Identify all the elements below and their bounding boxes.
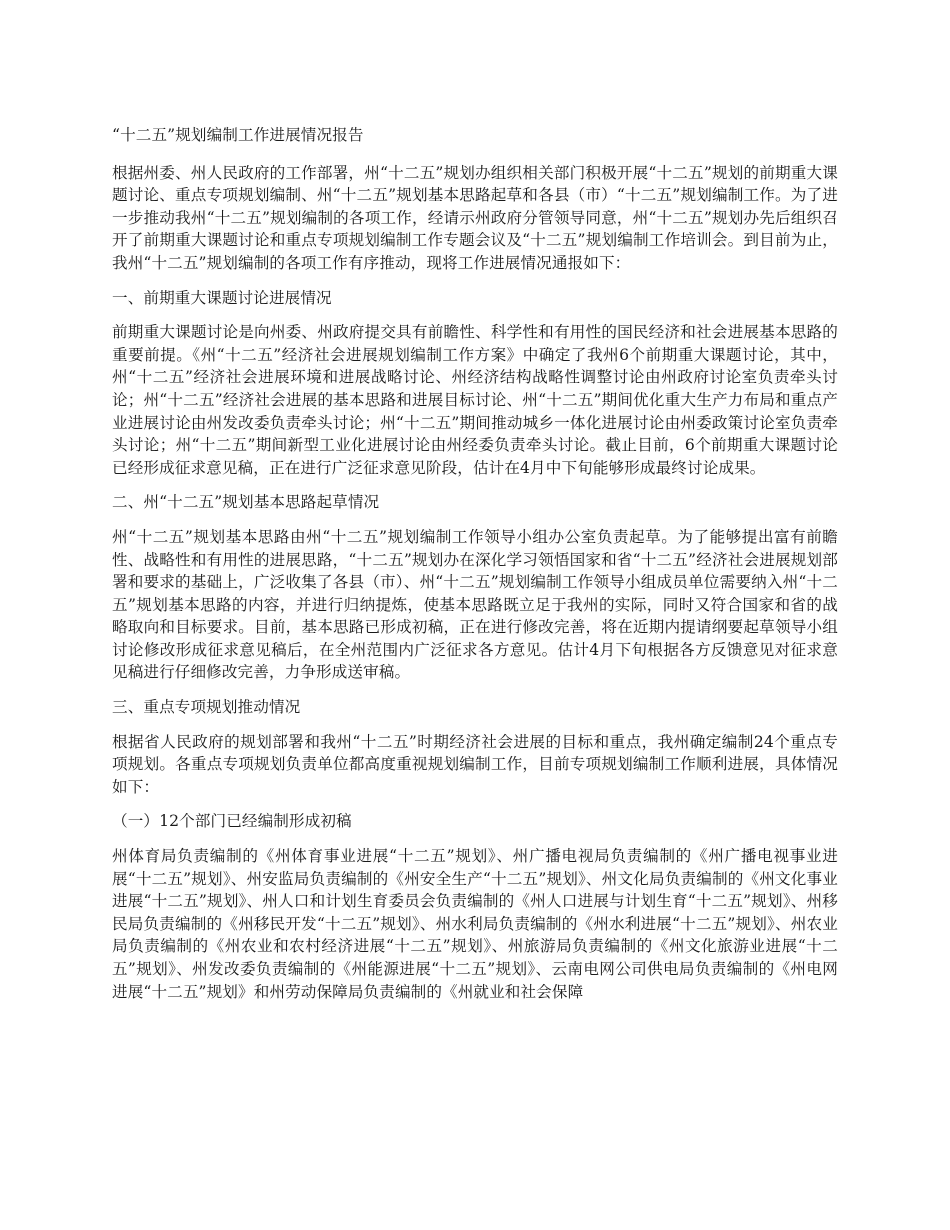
section-2-heading: 二、州“十二五”规划基本思路起草情况 bbox=[112, 493, 380, 512]
subsection-1-paragraph: 州体育局负责编制的《州体育事业进展“十二五”规划》、州广播电视局负责编制的《州广播电视事业进展“十二五”规划》、州安监局负责编制的《州安全生产“十二五”规划》、州文化局负责编制的《州文化事业进展“十二五”规划》、州人口和计划生育委员会负责编制的《州人口进展与计划生育“十二五”规划》、州移民局负责编制的《州移民开发“十二五”规划》、州水利局负责编制的《州水利进展“十二五”规划》、州农业局负责编制的《州农业和农村经济进展“十二五”规划》、州旅游局负责编制的《州文化旅游业进展“十二五”规划》、州发改委负责编制的《州能源进展“十二五”规划》、云南电网公司供电局负责编制的《州电网进展“十二五”规划》和州劳动保障局负责编制的《州就业和社会保障 bbox=[112, 847, 838, 1001]
section-3-paragraph: 根据省人民政府的规划部署和我州“十二五”时期经济社会进展的目标和重点，我州确定编制24个重点专项规划。各重点专项规划负责单位都高度重视规划编制工作，目前专项规划编制工作顺利进展，具体情况如下： bbox=[112, 732, 838, 796]
section-2-paragraph: 州“十二五”规划基本思路由州“十二五”规划编制工作领导小组办公室负责起草。为了能够提出富有前瞻性、战略性和有用性的进展思路，“十二五”规划办在深化学习领悟国家和省“十二五”经济社会进展规划部署和要求的基础上，广泛收集了各县（市）、州“十二五”规划编制工作领导小组成员单位需要纳入州“十二五”规划基本思路的内容，并进行归纳提炼，使基本思路既立足于我州的实际，同时又符合国家和省的战略取向和目标要求。目前，基本思路已形成初稿，正在进行修改完善，将在近期内提请纲要起草领导小组讨论修改形成征求意见稿后，在全州范围内广泛征求各方意见。估计4月下旬根据各方反馈意见对征求意见稿进行仔细修改完善，力争形成送审稿。 bbox=[112, 527, 838, 682]
subsection-1-heading: （一）12个部门已经编制形成初稿 bbox=[112, 812, 352, 831]
document-title: “十二五”规划编制工作进展情况报告 bbox=[112, 126, 364, 144]
section-3-heading: 三、重点专项规划推动情况 bbox=[112, 698, 301, 717]
document-page bbox=[112, 124, 838, 1015]
intro-paragraph: 根据州委、州人民政府的工作部署，州“十二五”规划办组织相关部门积极开展“十二五”规划的前期重大课题讨论、重点专项规划编制、州“十二五”规划基本思路起草和各县（市）“十二五”规划编制工作。为了进一步推动我州“十二五”规划编制的各项工作，经请示州政府分管领导同意，州“十二五”规划办先后组织召开了前期重大课题讨论和重点专项规划编制工作专题会议及“十二五”规划编制工作培训会。到目前为止，我州“十二五”规划编制的各项工作有序推动，现将工作进展情况通报如下： bbox=[112, 163, 838, 272]
section-1-heading: 一、前期重大课题讨论进展情况 bbox=[112, 288, 332, 307]
section-1-paragraph: 前期重大课题讨论是向州委、州政府提交具有前瞻性、科学性和有用性的国民经济和社会进展基本思路的重要前提。《州“十二五”经济社会进展规划编制工作方案》中确定了我州6个前期重大课题讨论，其中，州“十二五”经济社会进展环境和进展战略讨论、州经济结构战略性调整讨论由州政府讨论室负责牵头讨论；州“十二五”经济社会进展的基本思路和进展目标讨论、州“十二五”期间优化重大生产力布局和重点产业进展讨论由州发改委负责牵头讨论；州“十二五”期间推动城乡一体化进展讨论由州委政策讨论室负责牵头讨论；州“十二五”期间新型工业化进展讨论由州经委负责牵头讨论。截止目前，6个前期重大课题讨论已经形成征求意见稿，正在进行广泛征求意见阶段，估计在4月中下旬能够形成最终讨论成果。 bbox=[112, 323, 838, 477]
